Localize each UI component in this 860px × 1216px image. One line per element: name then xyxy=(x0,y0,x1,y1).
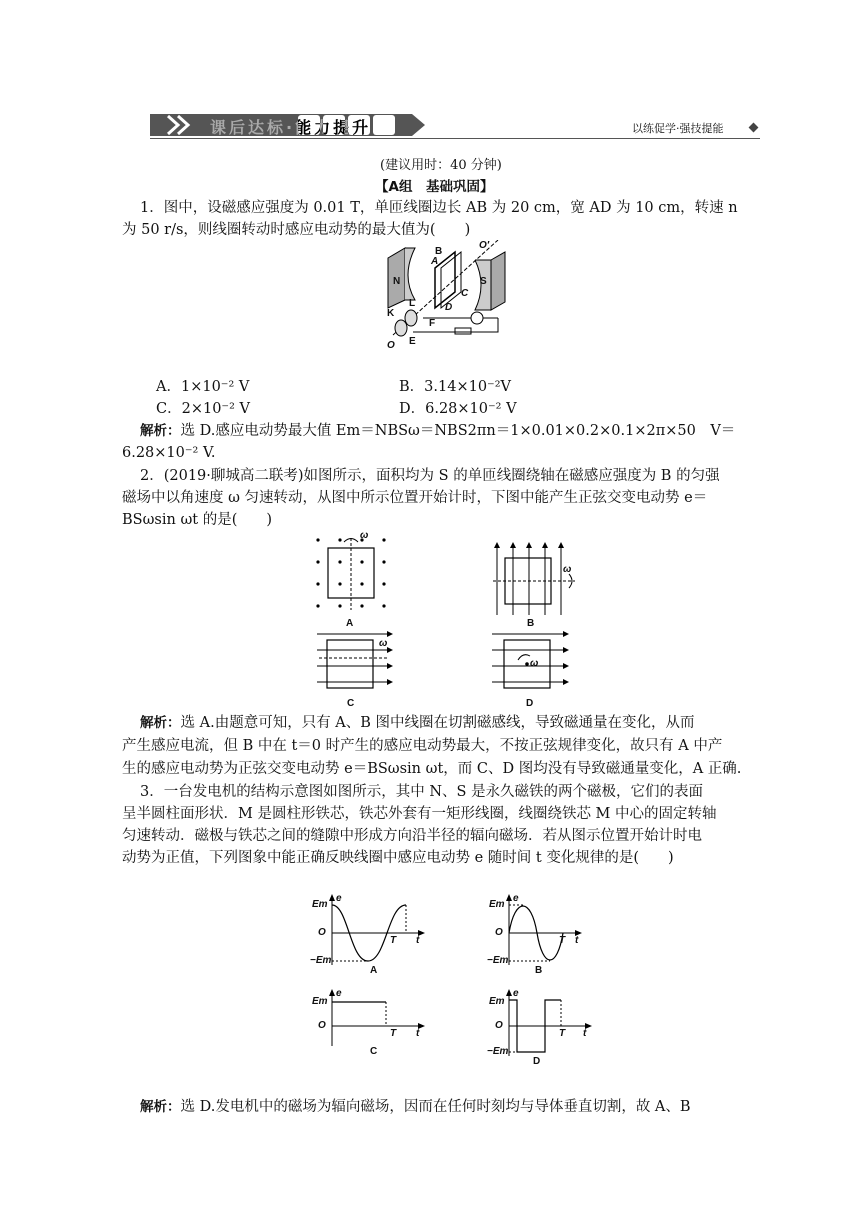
omega-label-d: ω xyxy=(530,658,539,669)
q3-answer-text1: 选 D.发电机中的磁场为辐向磁场，因而在任何时刻均与导体垂直切割，故 A、B xyxy=(180,1099,691,1115)
label-em-c: Em xyxy=(312,996,328,1007)
q1-option-a: A．1×10⁻² V xyxy=(156,379,250,395)
label-o-a: O xyxy=(318,927,326,938)
label-em-a: Em xyxy=(312,899,328,910)
q2-answer-text1: 选 A.由题意可知，只有 A、B 图中线圈在切割磁感线，导致磁通量在变化，从而 xyxy=(180,715,695,731)
q2-figure-a xyxy=(310,532,400,632)
q2-answer-line3: 生的感应电动势为正弦交变电动势 e＝BSωsin ωt，而 C、D 图均没有导致磁通量变化，A 正确. xyxy=(122,761,742,777)
q1-answer-label: 解析： xyxy=(140,423,181,439)
label-t-axis-d: t xyxy=(583,1028,587,1039)
q1-answer-text1: 选 D.感应电动势最大值 Em＝NBSω＝NBS2πn＝1×0.01×0.2×0.1×2π×50 V＝ xyxy=(180,423,736,439)
label-t-period-d: T xyxy=(559,1028,566,1039)
label-t-period-a: T xyxy=(390,935,397,946)
fig-label-c: C xyxy=(461,288,469,299)
label-e-c: e xyxy=(336,988,342,999)
fig-label-s: S xyxy=(480,276,487,287)
caption-c: C xyxy=(347,698,355,709)
q3-line1: 3．一台发电机的结构示意图如图所示，其中 N、S 是永久磁铁的两个磁极，它们的表面 xyxy=(140,784,704,800)
generator-figure xyxy=(383,240,513,355)
label-negem-b: −Em xyxy=(487,955,509,966)
caption-b: B xyxy=(527,618,535,629)
q2-answer-line1 xyxy=(140,712,760,734)
fig-label-o: O xyxy=(387,340,395,351)
fig-label-a: A xyxy=(431,256,439,267)
q1-answer-line1 xyxy=(140,420,760,442)
q1-option-d: D．6.28×10⁻² V xyxy=(399,401,517,417)
q2-figure-b xyxy=(485,540,585,632)
label-negem-d: −Em xyxy=(487,1046,509,1057)
label-em-d: Em xyxy=(489,996,505,1007)
q1-line1: 1．图中，设磁感应强度为 0.01 T，单匝线圈边长 AB 为 20 cm，宽 AD 为 10 cm，转速 n xyxy=(140,200,738,216)
label-o-b: O xyxy=(495,927,503,938)
q3-answer-label: 解析： xyxy=(140,1099,181,1115)
label-t-period-c: T xyxy=(390,1028,397,1039)
q1-option-b: B．3.14×10⁻²V xyxy=(399,379,511,395)
label-e-b: e xyxy=(513,893,519,904)
q3-graph-d xyxy=(487,988,597,1070)
header-slogan: 以练促学·强技提能 xyxy=(632,122,724,135)
label-o-d: O xyxy=(495,1020,503,1031)
q2-answer-label: 解析： xyxy=(140,715,181,731)
q3-line2: 呈半圆柱面形状．M 是圆柱形铁芯，铁芯外套有一矩形线圈，线圈绕铁芯 M 中心的固定转轴 xyxy=(122,806,717,822)
q3-graph-b xyxy=(487,893,587,978)
q3-line4: 动势为正值，下列图象中能正确反映线圈中感应电动势 e 随时间 t 变化规律的是( ) xyxy=(122,850,674,866)
label-t-axis-c: t xyxy=(416,1028,420,1039)
q2-line2: 磁场中以角速度 ω 匀速转动，从图中所示位置开始计时，下图中能产生正弦交变电动势 e＝ xyxy=(122,490,708,506)
q1-option-c: C．2×10⁻² V xyxy=(156,401,250,417)
q3-line3: 匀速转动．磁极与铁芯之间的缝隙中形成方向沿半径的辐向磁场．若从图示位置开始计时电 xyxy=(122,828,702,844)
header-title: 课后达标·能力提升 xyxy=(210,118,372,137)
suggested-time: (建议用时：40 分钟) xyxy=(380,158,502,173)
q3-answer-line1 xyxy=(140,1096,760,1118)
omega-label-a: ω xyxy=(360,530,369,541)
caption-graph-c: C xyxy=(370,1046,378,1057)
q2-figure-d xyxy=(490,628,572,710)
diamond-icon xyxy=(749,123,759,133)
label-e-d: e xyxy=(513,988,519,999)
caption-graph-a: A xyxy=(370,965,378,976)
fig-label-b: B xyxy=(435,246,443,257)
caption-d: D xyxy=(526,698,534,709)
q1-line2: 为 50 r/s，则线圈转动时感应电动势的最大值为( ) xyxy=(122,222,471,238)
header-rule xyxy=(150,138,760,139)
q1-answer-line2: 6.28×10⁻² V. xyxy=(122,445,216,461)
q3-graph-c xyxy=(310,988,430,1060)
omega-label-b: ω xyxy=(563,564,572,575)
label-o-c: O xyxy=(318,1020,326,1031)
label-t-period-b: T xyxy=(559,935,566,946)
label-e-a: e xyxy=(336,893,342,904)
caption-a: A xyxy=(346,618,354,629)
label-t-axis-a: t xyxy=(416,935,420,946)
fig-label-k: K xyxy=(387,308,395,319)
omega-label-c: ω xyxy=(379,638,388,649)
label-t-axis-b: t xyxy=(575,935,579,946)
fig-label-d: D xyxy=(445,302,453,313)
q2-line1: 2．(2019·聊城高二联考)如图所示，面积均为 S 的单匝线圈绕轴在磁感应强度为 B 的匀强 xyxy=(140,468,720,484)
caption-graph-b: B xyxy=(535,965,543,976)
q3-graph-a xyxy=(310,893,430,978)
fig-label-o-prime: O′ xyxy=(479,240,490,251)
q2-answer-line2: 产生感应电流，但 B 中在 t＝0 时产生的感应电动势最大，不按正弦规律变化，故只有 A 中产 xyxy=(122,738,723,754)
q2-line3: BSωsin ωt 的是( ) xyxy=(122,512,273,528)
group-heading: 【A组 基础巩固】 xyxy=(375,179,494,195)
caption-graph-d: D xyxy=(533,1056,541,1067)
label-negem-a: −Em xyxy=(310,955,332,966)
fig-label-e: E xyxy=(409,336,416,347)
q2-figure-c xyxy=(315,628,395,710)
fig-label-f: F xyxy=(429,318,436,329)
label-em-b: Em xyxy=(489,899,505,910)
fig-label-l: L xyxy=(409,298,416,309)
fig-label-n: N xyxy=(393,276,401,287)
